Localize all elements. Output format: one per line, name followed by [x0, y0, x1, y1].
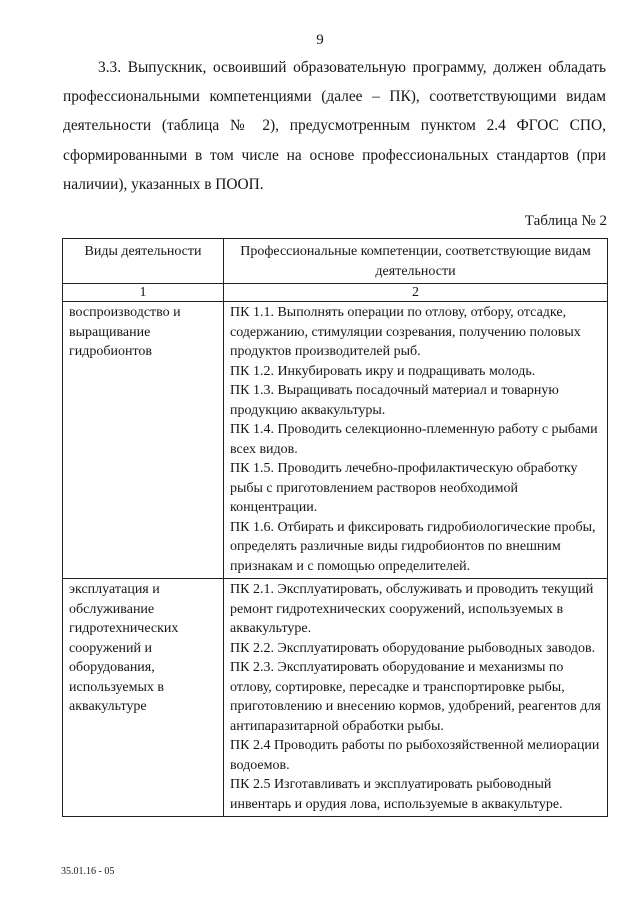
- table-row: [63, 579, 608, 817]
- header-competencies: Профессиональные компетенции, соответствующие видам деятельности: [224, 239, 608, 284]
- competencies-table: [62, 238, 608, 817]
- page-number: 9: [316, 32, 324, 48]
- column-number-1: 1: [63, 284, 224, 302]
- competency-item: ПК 2.2. Эксплуатировать оборудование рыбоводных заводов.: [230, 640, 596, 656]
- competency-item: ПК 2.3. Эксплуатировать оборудование и механизмы по отлову, сортировке, пересадке и транспортировке рыбы, приготовлению и внесению кормов, удобрений, реагентов для антипаразитарной обработки рыбы.: [230, 660, 601, 734]
- competencies-cell: [224, 579, 608, 817]
- footer-code: 35.01.16 - 05: [61, 866, 115, 877]
- table-body: [63, 284, 608, 817]
- table-caption: Таблица № 2: [524, 213, 607, 229]
- table-header-row: [63, 239, 608, 284]
- header-activity: Виды деятельности: [63, 239, 224, 284]
- competencies-cell: [224, 302, 608, 579]
- competency-item: ПК 2.5 Изготавливать и эксплуатировать рыбоводный инвентарь и орудия лова, используемые в аквакультуре.: [230, 777, 563, 812]
- competency-item: ПК 2.1. Эксплуатировать, обслуживать и проводить текущий ремонт гидротехнических сооружений, используемых в аквакультуре.: [230, 582, 594, 636]
- competency-item: ПК 2.4 Проводить работы по рыбохозяйственной мелиорации водоемов.: [230, 738, 600, 773]
- competency-item: ПК 1.5. Проводить лечебно-профилактическую обработку рыбы с приготовлением растворов необходимой концентрации.: [230, 461, 578, 515]
- column-number-2: 2: [224, 284, 608, 302]
- activity-cell: воспроизводство и выращивание гидробионтов: [63, 302, 224, 579]
- column-number-row: [63, 284, 608, 302]
- competency-item: ПК 1.3. Выращивать посадочный материал и товарную продукцию аквакультуры.: [230, 383, 559, 418]
- competency-item: ПК 1.6. Отбирать и фиксировать гидробиологические пробы, определять различные виды гидробионтов по внешним признакам и с помощью определителей.: [230, 519, 596, 574]
- competency-item: ПК 1.4. Проводить селекционно-племенную работу с рыбами всех видов.: [230, 422, 598, 457]
- competency-item: ПК 1.1. Выполнять операции по отлову, отбору, отсадке, содержанию, стимуляции созревания, получению половых продуктов производителей рыб.: [230, 305, 581, 359]
- table-row: [63, 302, 608, 579]
- activity-cell: эксплуатация и обслуживание гидротехнических сооружений и оборудования, используемых в аквакультуре: [63, 579, 224, 817]
- competency-item: ПК 1.2. Инкубировать икру и подращивать молодь.: [230, 363, 536, 379]
- table-head: [63, 239, 608, 284]
- intro-paragraph: 3.3. Выпускник, освоивший образовательную программу, должен обладать профессиональными компетенциями (далее – ПК), соответствующими видам деятельности (таблица № 2), предусмотренным пунктом 2.4 ФГОС СПО, сформированными в том числе на основе профессиональных стандартов (при наличии), указанных в ПООП.: [63, 59, 606, 193]
